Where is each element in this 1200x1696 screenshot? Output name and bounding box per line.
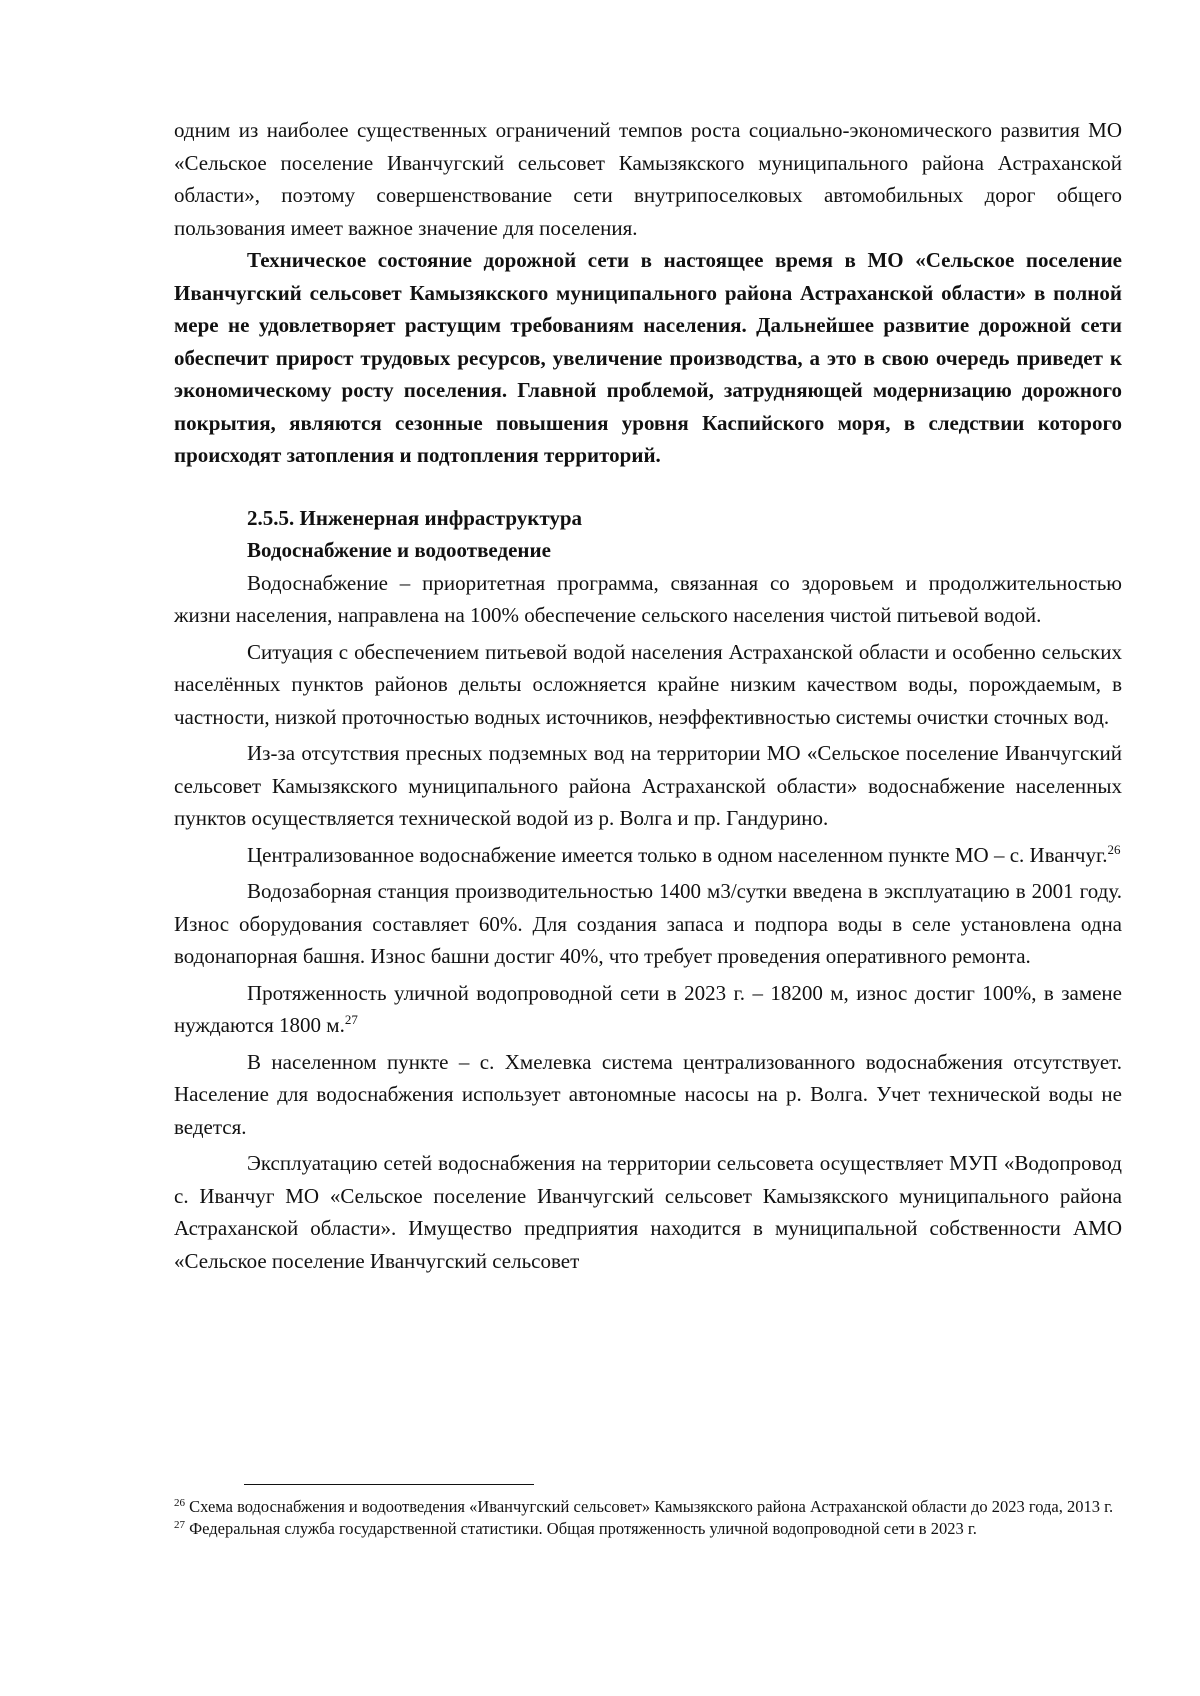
footnote-ref-27[interactable]: 27 xyxy=(344,1012,358,1027)
paragraph-roads-condition-bold: Техническое состояние дорожной сети в настоящее время в МО «Сельское поселение Иванчугский сельсовет Камызякского муниципального района Астраханской области» в полной мере не удовлетворяет растущим требованиям населения. Дальнейшее развитие дорожной сети обеспечит прирост трудовых ресурсов, увеличение производства, а это в свою очередь приведет к экономическому росту поселения. Главной проблемой, затрудняющей модернизацию дорожного покрытия, являются сезонные повышения уровня Каспийского моря, в следствии которого происходят затопления и подтопления территорий. xyxy=(174,248,1122,467)
section-subheading: Водоснабжение и водоотведение xyxy=(247,538,551,562)
footnotes xyxy=(174,1496,1122,1540)
footnote-text: Федеральная служба государственной статистики. Общая протяженность уличной водопроводной сети в 2023 г. xyxy=(189,1519,977,1538)
footnote-number: 26 xyxy=(174,1497,185,1509)
paragraph-water-source: Из-за отсутствия пресных подземных вод на территории МО «Сельское поселение Иванчугский сельсовет Камызякского муниципального района Астраханской области» водоснабжение населенных пунктов осуществляется технической водой из р. Волга и пр. Гандурино. xyxy=(174,741,1122,830)
footnote-number: 27 xyxy=(174,1519,185,1531)
paragraph-centralized-supply xyxy=(174,839,1122,872)
paragraph-centralized-supply-text: Централизованное водоснабжение имеется только в одном населенном пункте МО – с. Иванчуг. xyxy=(247,842,1108,867)
section-heading: 2.5.5. Инженерная инфраструктура xyxy=(247,505,583,530)
footnote-text: Схема водоснабжения и водоотведения «Иванчугский сельсовет» Камызякского района Астраханской области до 2023 года, 2013 г. xyxy=(189,1497,1114,1516)
footnote-26 xyxy=(174,1496,1122,1518)
paragraph-network-length-text: Протяженность уличной водопроводной сети в 2023 г. – 18200 м, износ достиг 100%, в замене нуждаются 1800 м. xyxy=(174,980,1122,1037)
footnote-27 xyxy=(174,1518,1122,1540)
paragraph-intake-station: Водозаборная станция производительностью 1400 м3/сутки введена в эксплуатацию в 2001 году. Износ оборудования составляет 60%. Для создания запаса и подпора воды в селе установлена одна водонапорная башня. Износ башни достиг 40%, что требует проведения оперативного ремонта. xyxy=(174,879,1122,968)
paragraph-water-supply-priority: Водоснабжение – приоритетная программа, связанная со здоровьем и продолжительностью жизни населения, направлена на 100% обеспечение сельского населения чистой питьевой водой. xyxy=(174,570,1122,627)
footnote-separator xyxy=(244,1484,534,1485)
document-page xyxy=(174,114,1122,1277)
section-engineering-infrastructure xyxy=(174,502,1122,567)
paragraph-network-length xyxy=(174,977,1122,1042)
footnote-ref-26[interactable]: 26 xyxy=(1107,841,1121,857)
paragraph-water-quality: Ситуация с обеспечением питьевой водой населения Астраханской области и особенно сельских населённых пунктов районов дельты осложняется крайне низким качеством воды, порождаемым, в частности, низкой проточностью водных источников, неэффективностью системы очистки сточных вод. xyxy=(174,639,1122,729)
paragraph-roads-intro: одним из наиболее существенных ограничений темпов роста социально-экономического развития МО «Сельское поселение Иванчугский сельсовет Камызякского муниципального района Астраханской области», поэтому совершенствование сети внутрипоселковых автомобильных дорог общего пользования имеет важное значение для поселения. xyxy=(174,118,1122,240)
paragraph-operator: Эксплуатацию сетей водоснабжения на территории сельсовета осуществляет МУП «Водопровод с. Иванчуг МО «Сельское поселение Иванчугский сельсовет Камызякского муниципального района Астраханской области». Имущество предприятия находится в муниципальной собственности АМО «Сельское поселение Иванчугский сельсовет xyxy=(174,1151,1122,1273)
paragraph-khmelevka: В населенном пункте – с. Хмелевка система централизованного водоснабжения отсутствует. Население для водоснабжения использует автономные насосы на р. Волга. Учет технической воды не ведется. xyxy=(174,1049,1122,1139)
